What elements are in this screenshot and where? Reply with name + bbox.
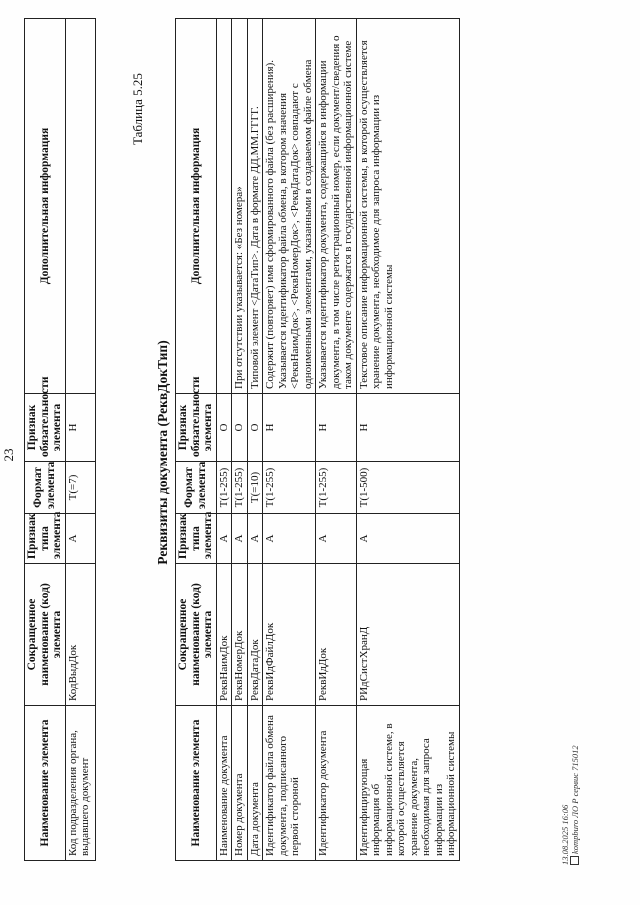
cell-code: КодВыдДок (65, 564, 95, 706)
cell-info (65, 19, 95, 394)
cell-code: РеквИдДок (316, 564, 357, 706)
table-number: Таблица 5.25 (130, 73, 145, 145)
header-code: Сокращенное наименование (код) элемента (25, 564, 66, 706)
cell-info: Типовой элемент <ДатаТип>. Дата в формате ДД.ММ.ГГГГ. (247, 19, 263, 394)
document-icon (570, 856, 579, 865)
table-row (316, 19, 357, 861)
cell-format: T(1-255) (216, 462, 232, 514)
cell-type: А (247, 514, 263, 564)
header-code: Сокращенное наименование (код) элемента (176, 564, 217, 706)
cell-type: А (65, 514, 95, 564)
cell-type: А (356, 514, 459, 564)
cell-required: Н (263, 394, 316, 462)
cell-required: О (247, 394, 263, 462)
cell-format: T(=7) (65, 462, 95, 514)
table-row (247, 19, 263, 861)
table-row (232, 19, 248, 861)
cell-info: Указывается идентификатор документа, содержащийся в информации документа, в том числе регистрационный номер, если документ/сведения о таком документе содержатся в государственной информационной системе (316, 19, 357, 394)
table-header-row (25, 19, 66, 861)
cell-info: При отсутствии указывается: «Без номера» (232, 19, 248, 394)
table-header-row (176, 19, 217, 861)
cell-code: РИдСистХранД (356, 564, 459, 706)
table-row (263, 19, 316, 861)
cell-format: T(1-255) (232, 462, 248, 514)
cell-type: А (216, 514, 232, 564)
stamp-source-text: kompburo ЛО Р сервис 715012 (570, 745, 580, 854)
cell-required: О (232, 394, 248, 462)
header-type: Признак типа элемента (176, 514, 217, 564)
table-row (65, 19, 95, 861)
cell-name: Наименование документа (216, 706, 232, 861)
page-number: 23 (1, 448, 16, 462)
table-row (356, 19, 459, 861)
cell-code: РеквИдФайлДок (263, 564, 316, 706)
header-format: Формат элемента (176, 462, 217, 514)
table-row (216, 19, 232, 861)
cell-format: T(1-255) (263, 462, 316, 514)
cell-format: T(1-500) (356, 462, 459, 514)
cell-type: А (263, 514, 316, 564)
header-info: Дополнительная информация (176, 19, 217, 394)
header-type: Признак типа элемента (25, 514, 66, 564)
elements-table-continued (24, 18, 96, 861)
cell-format: T(1-255) (316, 462, 357, 514)
header-required: Признак обязательности элемента (25, 394, 66, 462)
cell-info (216, 19, 232, 394)
cell-code: РеквДатаДок (247, 564, 263, 706)
stamp-source (570, 745, 580, 865)
cell-name: Идентификатор документа (316, 706, 357, 861)
header-info: Дополнительная информация (25, 19, 66, 394)
cell-name: Идентифицирующая информация об информационной системе, в которой осуществляется хранение документа, необходимая для запроса информации из информационной системы (356, 706, 459, 861)
header-name: Наименование элемента (25, 706, 66, 861)
header-format: Формат элемента (25, 462, 66, 514)
cell-info: Содержит (повторяет) имя сформированного файла (без расширения). Указывается идентификатор файла обмена, в котором значения <РеквНаимДок>, <РеквНомерДок>, <РеквДатаДок> совпадают с одноименными элементами, указанными в создаваемом файле обмена (263, 19, 316, 394)
table-title: Реквизиты документа (РеквДокТип) (155, 340, 170, 565)
cell-name: Номер документа (232, 706, 248, 861)
cell-info: Текстовое описание информационной системы, в которой осуществляется хранение документа, необходимое для запроса информации из информационной системы (356, 19, 459, 394)
cell-type: А (232, 514, 248, 564)
cell-type: А (316, 514, 357, 564)
cell-name: Код подразделения органа, выдавшего документ (65, 706, 95, 861)
cell-required: Н (65, 394, 95, 462)
cell-required: Н (316, 394, 357, 462)
cell-name: Дата документа (247, 706, 263, 861)
print-stamp (560, 745, 580, 865)
cell-code: РеквНомерДок (232, 564, 248, 706)
cell-required: Н (356, 394, 459, 462)
cell-code: РеквНаимДок (216, 564, 232, 706)
header-name: Наименование элемента (176, 706, 217, 861)
header-required: Признак обязательности элемента (176, 394, 217, 462)
cell-name: Идентификатор файла обмена документа, подписанного первой стороной (263, 706, 316, 861)
document-requisites-table (175, 18, 460, 861)
stamp-datetime: 13.08.2025 16:06 (560, 804, 570, 865)
cell-format: T(=10) (247, 462, 263, 514)
cell-required: О (216, 394, 232, 462)
